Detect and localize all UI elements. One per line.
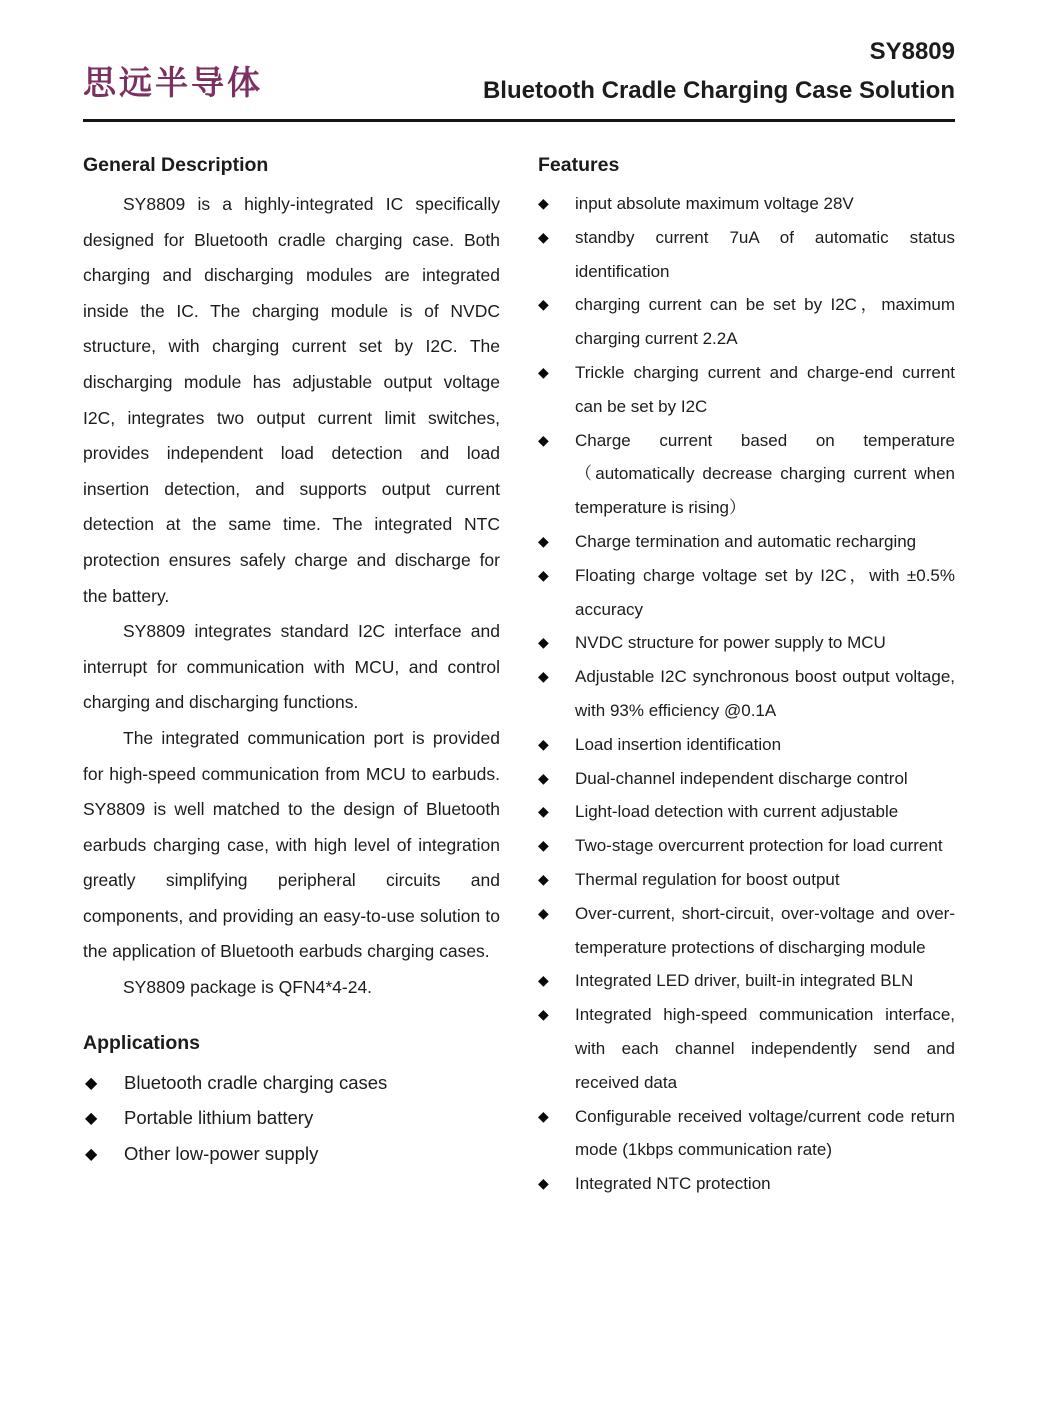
feature-text: Thermal regulation for boost output — [575, 869, 840, 889]
diamond-bullet-icon: ◆ — [538, 363, 549, 380]
feature-item — [538, 525, 955, 559]
feature-item — [538, 288, 955, 356]
feature-item — [538, 728, 955, 762]
feature-text: Integrated NTC protection — [575, 1174, 771, 1194]
diamond-bullet-icon: ◆ — [538, 803, 549, 820]
diamond-bullet-icon: ◆ — [538, 431, 549, 448]
general-description-heading: General Description — [83, 154, 269, 176]
description-paragraph: SY8809 package is QFN4*4-24. — [123, 977, 373, 998]
diamond-bullet-icon: ◆ — [538, 769, 549, 786]
feature-item — [538, 356, 955, 424]
feature-text: Load insertion identification — [575, 734, 782, 754]
feature-text: Dual-channel independent discharge control — [575, 768, 908, 788]
feature-item — [538, 863, 955, 897]
diamond-bullet-icon: ◆ — [538, 668, 549, 685]
diamond-bullet-icon: ◆ — [538, 1175, 549, 1192]
feature-item — [538, 897, 955, 965]
feature-item — [538, 1100, 955, 1168]
feature-item — [538, 559, 955, 627]
diamond-bullet-icon: ◆ — [538, 1006, 549, 1023]
diamond-bullet-icon: ◆ — [538, 195, 549, 211]
feature-item — [538, 1167, 955, 1201]
document-title: Bluetooth Cradle Charging Case Solution — [482, 77, 955, 104]
diamond-bullet-icon: ◆ — [538, 1107, 549, 1124]
feature-text: Integrated high-speed communication interface, with each channel independently send and received data — [575, 1005, 955, 1092]
applications-list — [83, 1065, 500, 1172]
diamond-bullet-icon: ◆ — [538, 532, 549, 549]
application-item — [83, 1065, 500, 1101]
part-number: SY8809 — [869, 38, 955, 65]
diamond-bullet-icon: ◆ — [85, 1074, 98, 1092]
feature-item — [538, 221, 955, 289]
feature-item — [538, 626, 955, 660]
description-paragraph: SY8809 is a highly-integrated IC specifically designed for Bluetooth cradle charging case. Both charging and discharging modules are integrated inside the IC. The charging module is of NVDC structure, with charging current set by I2C. The discharging module has adjustable output voltage I2C, integrates two output current limit switches, provides independent load detection and load insertion detection, and supports output current detection at the same time. The integrated NTC protection ensures safely charge and discharge for the battery. — [83, 194, 500, 606]
feature-text: Floating charge voltage set by I2C，with ±0.5% accuracy — [575, 565, 955, 619]
feature-text: Charge termination and automatic recharging — [575, 531, 917, 551]
feature-text: charging current can be set by I2C，maximum charging current 2.2A — [575, 295, 955, 349]
diamond-bullet-icon: ◆ — [538, 870, 549, 887]
feature-text: input absolute maximum voltage 28V — [575, 194, 854, 213]
feature-item — [538, 964, 955, 998]
application-item — [83, 1100, 500, 1136]
feature-text: Adjustable I2C synchronous boost output voltage, with 93% efficiency @0.1A — [575, 667, 955, 720]
diamond-bullet-icon: ◆ — [538, 296, 549, 313]
feature-item — [538, 660, 955, 728]
feature-item — [538, 762, 955, 796]
page-header — [0, 0, 1038, 111]
diamond-bullet-icon: ◆ — [538, 837, 549, 854]
feature-text: Trickle charging current and charge-end current can be set by I2C — [575, 362, 955, 416]
diamond-bullet-icon: ◆ — [85, 1110, 98, 1128]
diamond-bullet-icon: ◆ — [538, 972, 549, 989]
application-text: Other low-power supply — [124, 1142, 319, 1164]
diamond-bullet-icon: ◆ — [85, 1145, 98, 1163]
feature-item — [538, 187, 955, 221]
description-paragraph: The integrated communication port is provided for high-speed communication from MCU to earbuds. SY8809 is well matched to the design of Bluetooth earbuds charging case, with high level of integration greatly simplifying peripheral circuits and components, and providing an easy-to-use solution to the application of Bluetooth earbuds charging cases. — [83, 727, 500, 962]
feature-item — [538, 424, 955, 525]
left-column — [83, 154, 500, 1201]
feature-text: Configurable received voltage/current code return mode (1kbps communication rate) — [575, 1106, 955, 1160]
feature-text: Integrated LED driver, built-in integrated BLN — [575, 971, 914, 991]
diamond-bullet-icon: ◆ — [538, 904, 549, 921]
diamond-bullet-icon: ◆ — [538, 634, 549, 651]
right-column — [538, 154, 955, 1201]
feature-text: Two-stage overcurrent protection for load current — [575, 836, 943, 856]
application-text: Bluetooth cradle charging cases — [124, 1071, 388, 1093]
features-list — [538, 187, 955, 1201]
feature-item — [538, 998, 955, 1099]
header-titles — [483, 40, 955, 103]
company-logo: 思远半导体 — [83, 64, 263, 101]
diamond-bullet-icon: ◆ — [538, 735, 549, 752]
description-paragraph: SY8809 integrates standard I2C interface and interrupt for communication with MCU, and control charging and discharging functions. — [83, 621, 500, 713]
feature-item — [538, 829, 955, 863]
feature-text: NVDC structure for power supply to MCU — [575, 633, 886, 653]
applications-heading: Applications — [83, 1031, 201, 1054]
application-item — [83, 1136, 500, 1172]
feature-text: Light-load detection with current adjustable — [575, 802, 899, 822]
general-description-body — [83, 187, 500, 1006]
feature-text: Charge current based on temperature （automatically decrease charging current when temperature is rising） — [575, 430, 955, 518]
diamond-bullet-icon: ◆ — [538, 228, 549, 245]
feature-text: Over-current, short-circuit, over-voltage and over-temperature protections of discharging module — [575, 903, 955, 957]
diamond-bullet-icon: ◆ — [538, 566, 549, 583]
application-text: Portable lithium battery — [124, 1107, 314, 1129]
content-columns — [0, 122, 1038, 1201]
features-heading: Features — [538, 154, 620, 176]
feature-item — [538, 795, 955, 829]
feature-text: standby current 7uA of automatic status identification — [575, 227, 955, 281]
